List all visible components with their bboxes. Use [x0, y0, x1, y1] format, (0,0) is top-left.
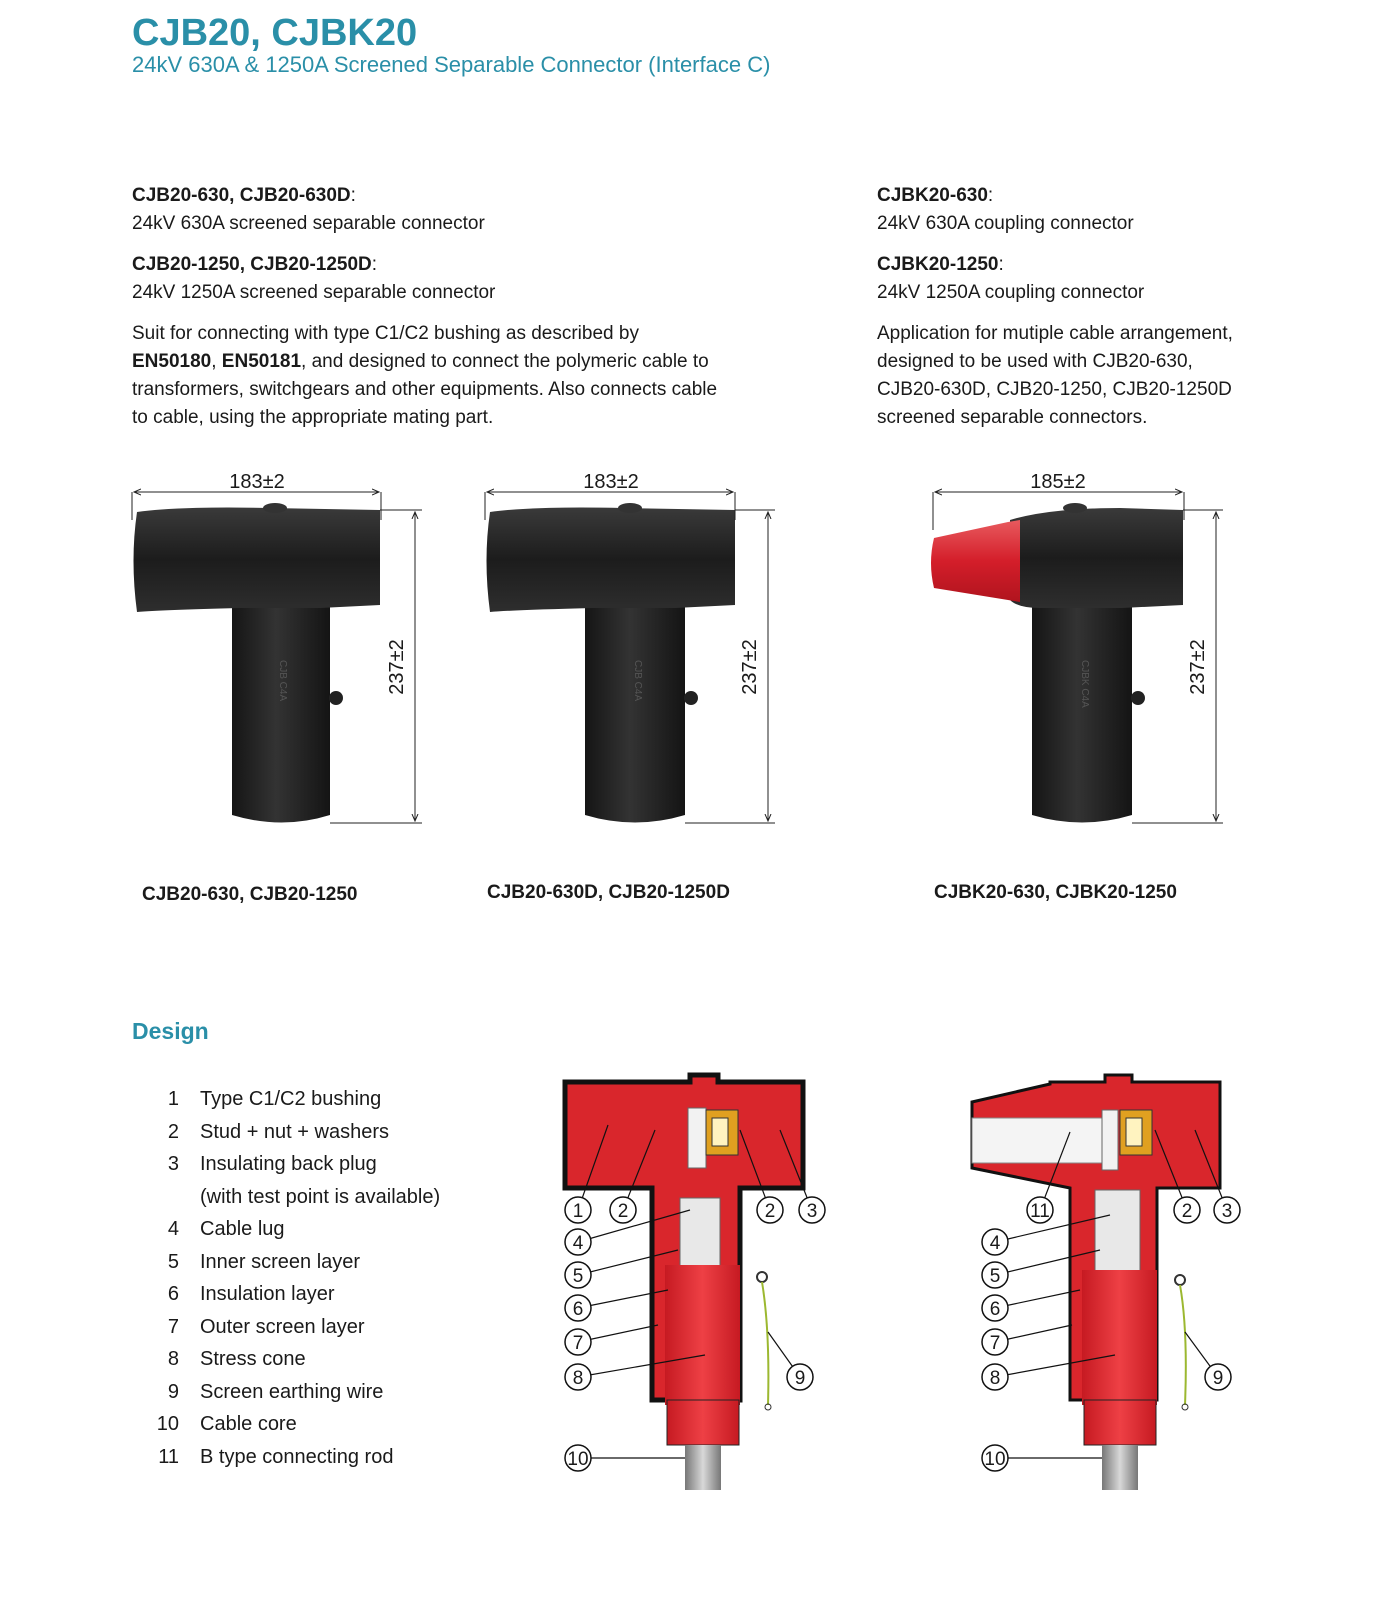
design-item-label: Insulating back plug — [200, 1153, 377, 1175]
application-paragraph-line: to cable, using the appropriate mating part. — [132, 407, 494, 428]
design-item-number: 10 — [156, 1413, 179, 1435]
product-caption: CJB20-630, CJB20-1250 — [142, 884, 358, 905]
callout-number: 9 — [794, 1368, 806, 1389]
design-list-item — [132, 1148, 440, 1181]
design-item-number: 7 — [167, 1315, 179, 1338]
body-text: CJB C4A — [632, 660, 643, 702]
callout-marker — [982, 1290, 1080, 1321]
callout-number: 10 — [984, 1449, 1006, 1470]
design-item-label: Insulation layer — [200, 1283, 335, 1305]
svg-text:237±2: 237±2 — [386, 639, 408, 695]
design-item-number: 1 — [167, 1088, 179, 1110]
cross-section-diagrams — [540, 1070, 1300, 1500]
model-heading: CJB20-1250, CJB20-1250D: — [132, 254, 378, 275]
callout-number: 5 — [572, 1266, 584, 1287]
design-item-label: Stress cone — [200, 1348, 306, 1370]
callout-number: 9 — [1212, 1368, 1224, 1389]
svg-text:183±2: 183±2 — [229, 471, 285, 493]
callout-number: 4 — [989, 1233, 1001, 1254]
model-heading: CJBK20-630: — [877, 185, 994, 206]
callout-number: 7 — [989, 1333, 1001, 1354]
svg-text:183±2: 183±2 — [583, 471, 639, 493]
callout-number: 4 — [572, 1233, 584, 1254]
callout-marker — [565, 1445, 685, 1471]
callout-number: 6 — [572, 1299, 584, 1320]
application-paragraph-line: screened separable connectors. — [877, 407, 1148, 428]
svg-text:237±2: 237±2 — [1187, 639, 1209, 695]
right-description-column — [877, 182, 1317, 432]
body-text: CJB C4A — [277, 660, 288, 702]
standard-ref: EN50180 — [132, 351, 212, 372]
design-heading: Design — [132, 1018, 209, 1044]
design-item-label: Cable core — [200, 1413, 297, 1435]
application-paragraph-line: Suit for connecting with type C1/C2 bushing as described by — [132, 323, 639, 344]
design-list-item — [132, 1376, 440, 1409]
cross-section-1 — [565, 1075, 803, 1490]
model-heading: CJBK20-1250: — [877, 254, 1004, 275]
application-paragraph-line: CJB20-630D, CJB20-1250, CJB20-1250D — [877, 379, 1232, 400]
connector-image-3 — [931, 503, 1183, 823]
design-item-label: Screen earthing wire — [200, 1380, 384, 1403]
model-description: 24kV 1250A coupling connector — [877, 282, 1145, 303]
design-list-item — [132, 1181, 440, 1214]
design-item-label: Inner screen layer — [200, 1250, 361, 1273]
design-item-label: Cable lug — [200, 1218, 285, 1240]
model-description: 24kV 630A screened separable connector — [132, 213, 485, 234]
callout-number: 7 — [572, 1333, 584, 1354]
design-list-item — [132, 1441, 440, 1474]
design-list-item — [132, 1408, 440, 1441]
body-text: CJBK C4A — [1079, 660, 1090, 708]
design-item-number: 4 — [167, 1218, 179, 1240]
callout-number: 5 — [989, 1266, 1001, 1287]
design-item-number: 8 — [167, 1348, 179, 1370]
callout-marker — [768, 1332, 813, 1390]
design-item-label: Stud + nut + washers — [200, 1120, 390, 1143]
design-item-label: (with test point is available) — [200, 1185, 441, 1208]
svg-text:237±2: 237±2 — [739, 639, 761, 695]
callout-number: 6 — [989, 1299, 1001, 1320]
callout-number: 1 — [572, 1201, 584, 1222]
design-item-number: 11 — [158, 1445, 179, 1468]
callout-number: 10 — [567, 1449, 589, 1470]
callout-number: 8 — [572, 1368, 584, 1389]
design-list-item — [132, 1116, 440, 1149]
standard-ref: EN50181 — [221, 351, 302, 372]
callout-marker — [565, 1325, 658, 1355]
design-list-item — [132, 1083, 440, 1116]
callout-marker — [982, 1325, 1072, 1355]
model-description: 24kV 630A coupling connector — [877, 213, 1134, 234]
design-item-number: 2 — [167, 1120, 179, 1143]
callout-number: 11 — [1030, 1201, 1050, 1222]
model-heading: CJB20-630, CJB20-630D: — [132, 185, 356, 206]
design-list-item — [132, 1311, 440, 1344]
application-paragraph-line: Application for mutiple cable arrangement, — [877, 323, 1233, 344]
connector-image-1 — [134, 503, 381, 823]
design-item-number: 9 — [167, 1380, 179, 1403]
callout-number: 2 — [617, 1201, 629, 1222]
application-paragraph-line: designed to be used with CJB20-630, — [877, 351, 1193, 372]
left-description-column — [132, 182, 812, 432]
design-parts-list — [132, 1083, 440, 1473]
product-caption: CJBK20-630, CJBK20-1250 — [934, 882, 1177, 903]
design-item-label: B type connecting rod — [200, 1445, 394, 1468]
cross-section-2 — [972, 1075, 1220, 1490]
design-list-item — [132, 1343, 440, 1376]
svg-text:185±2: 185±2 — [1030, 471, 1086, 493]
design-list-item — [132, 1213, 440, 1246]
callout-number: 2 — [764, 1201, 776, 1222]
callout-marker — [982, 1445, 1102, 1471]
design-item-number: 5 — [167, 1250, 179, 1273]
application-paragraph-line: EN50180, EN50181, and designed to connect the polymeric cable to — [132, 351, 709, 372]
callout-number: 3 — [1221, 1201, 1233, 1222]
page-title: CJB20, CJBK20 — [132, 12, 418, 54]
design-item-label: Type C1/C2 bushing — [200, 1088, 382, 1110]
callout-marker — [1185, 1332, 1231, 1390]
design-item-number: 3 — [167, 1153, 179, 1175]
application-paragraph-line: transformers, switchgears and other equipments. Also connects cable — [132, 379, 718, 400]
model-description: 24kV 1250A screened separable connector — [132, 282, 496, 303]
product-caption: CJB20-630D, CJB20-1250D — [487, 882, 730, 903]
design-item-number: 6 — [167, 1283, 179, 1305]
design-list-item — [132, 1278, 440, 1311]
connector-image-2 — [487, 503, 736, 823]
design-item-label: Outer screen layer — [200, 1315, 365, 1338]
design-list-item — [132, 1246, 440, 1279]
callout-number: 8 — [989, 1368, 1001, 1389]
callout-number: 3 — [806, 1201, 818, 1222]
product-dimension-drawings — [0, 460, 1400, 860]
page-subtitle: 24kV 630A & 1250A Screened Separable Connector (Interface C) — [132, 52, 771, 77]
callout-number: 2 — [1181, 1201, 1193, 1222]
